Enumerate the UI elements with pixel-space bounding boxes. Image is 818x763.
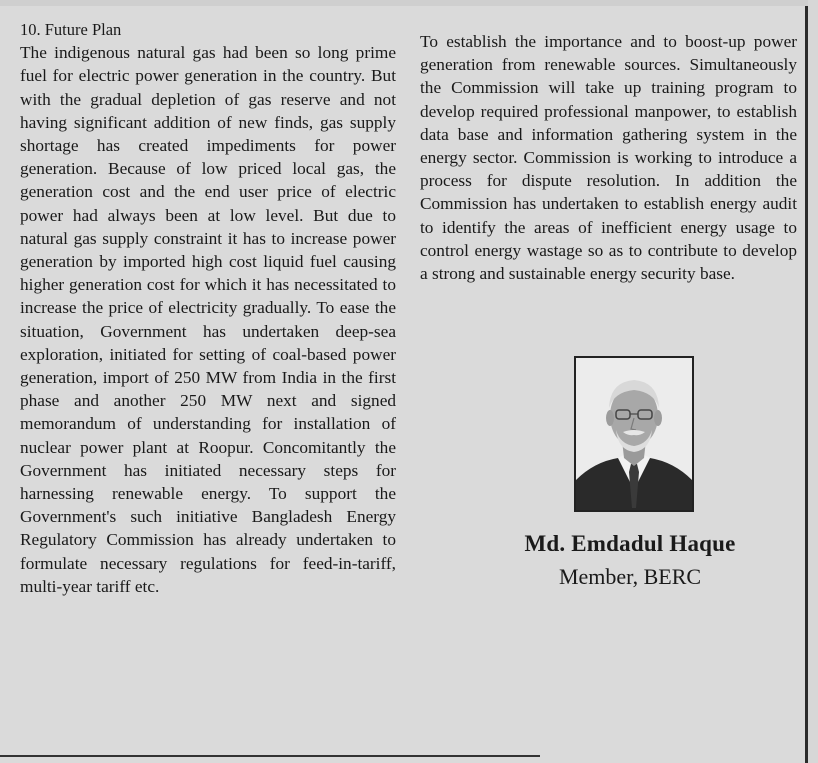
profile-name: Md. Emdadul Haque <box>524 531 736 556</box>
profile-title: Member, BERC <box>558 564 702 589</box>
page-top-edge <box>0 0 808 6</box>
section-heading: 10. Future Plan <box>20 20 122 39</box>
bottom-divider <box>0 755 540 757</box>
portrait-illustration <box>576 358 692 510</box>
profile-photo <box>574 356 694 512</box>
right-column-paragraph: To establish the importance and to boost-up power generation from renewable sources. Simultaneously the Commission will take up training program to develop required professional manpower, to establish data base and information gathering system in the energy sector. Commission is working to introduce a process for dispute resolution. In addition the Commission has undertaken to establish energy audit to identify the areas of inefficient energy usage to control energy wastage so as to contribute to develop a strong and sustainable energy security base. <box>420 32 797 284</box>
left-column <box>20 18 396 598</box>
right-column <box>420 30 797 285</box>
left-column-paragraph: The indigenous natural gas had been so long prime fuel for electric power generation in the country. But with the gradual depletion of gas reserve and not having significant addition of new finds, gas supply shortage has created impediments for power generation. Because of low priced local gas, the generation cost and the end user price of electric power had always been at low level. But due to natural gas supply constraint it has to increase power generation by imported high cost liquid fuel causing higher generation cost for which it has necessitated to increase the price of electricity gradually. To ease the situation, Government has undertaken deep-sea exploration, initiated for setting of coal-based power generation, import of 250 MW from India in the first phase and another 250 MW next and signed memorandum of understanding for installation of nuclear power plant at Roopur. Concomitantly the Government has initiated necessary steps for harnessing renewable energy. To support the Government's such initiative Bangladesh Energy Regulatory Commission has already undertaken to formulate necessary regulations for feed-in-tariff, multi-year tariff etc. <box>20 43 396 596</box>
